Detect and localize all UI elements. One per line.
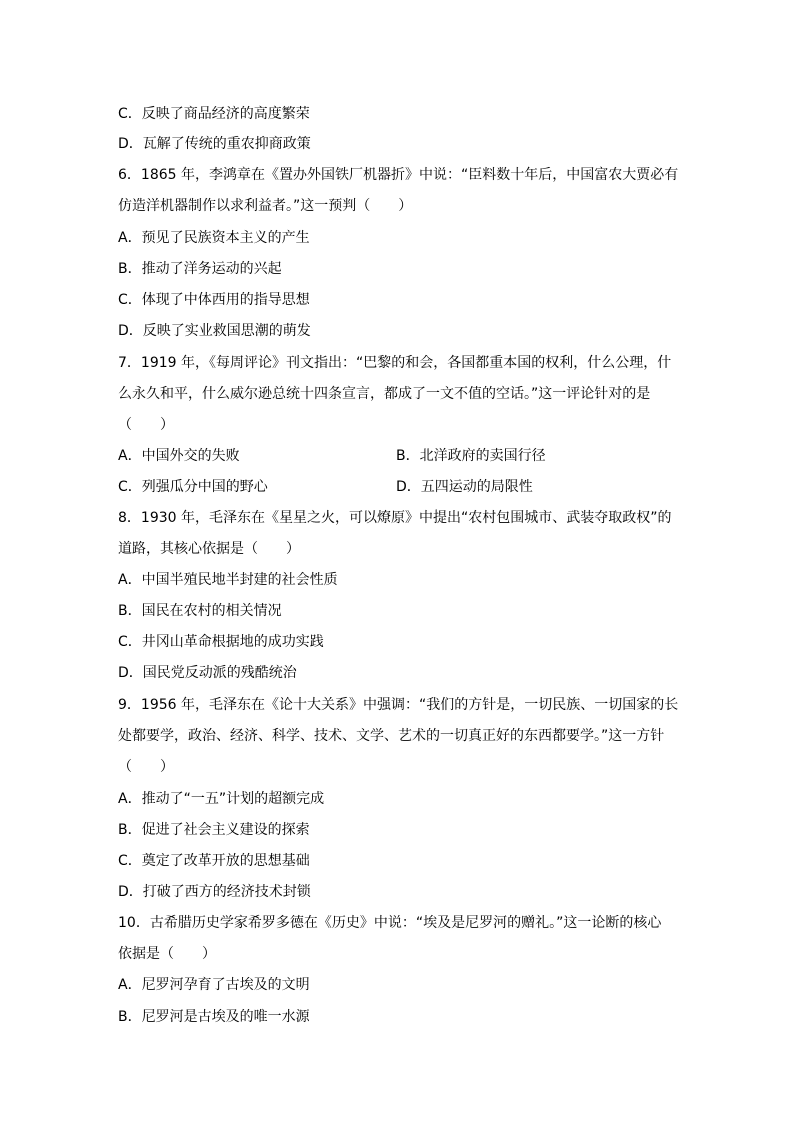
q7-option-a: A．中国外交的失败 [118, 448, 240, 464]
q10-option-a: A．尼罗河孕育了古埃及的文明 [118, 977, 310, 993]
q5-option-d: D．瓦解了传统的重农抑商政策 [118, 136, 311, 152]
q7-option-c: C．列强瓜分中国的野心 [118, 479, 268, 495]
q5-option-c: C．反映了商品经济的高度繁荣 [118, 106, 310, 122]
q7-option-b: B．北洋政府的卖国行径 [396, 448, 546, 464]
q9-stem-line-2: 处都要学，政治、经济、科学、技术、文学、艺术的一切真正好的东西都要学。”这一方针 [118, 728, 665, 744]
q8-stem-line-1: 8．1930 年，毛泽东在《星星之火，可以燎原》中提出“农村包围城市、武装夺取政权”的 [118, 510, 672, 526]
q6-stem-line-2: 仿造洋机器制作以求利益者。”这一预判（ ） [118, 198, 413, 214]
q7-stem-line-1: 7．1919 年，《每周评论》刊文指出：“巴黎的和会，各国都重本国的权利，什么公理，什 [118, 355, 672, 371]
q6-stem-line-1: 6．1865 年，李鸿章在《置办外国铁厂机器折》中说：“臣料数十年后，中国富农大贾必有 [118, 167, 679, 183]
q6-option-a: A．预见了民族资本主义的产生 [118, 230, 310, 246]
q10-stem-line-1: 10．古希腊历史学家希罗多德在《历史》中说：“埃及是尼罗河的赠礼。”这一论断的核心 [118, 915, 662, 931]
q6-option-d: D．反映了实业救国思潮的萌发 [118, 323, 311, 339]
q8-stem-line-2: 道路，其核心依据是（ ） [118, 541, 300, 557]
q6-option-b: B．推动了洋务运动的兴起 [118, 261, 282, 277]
q7-stem-line-3: （ ） [118, 417, 174, 433]
q9-option-b: B．促进了社会主义建设的探索 [118, 822, 310, 838]
q9-option-a: A．推动了“一五”计划的超额完成 [118, 791, 325, 807]
q6-option-c: C．体现了中体西用的指导思想 [118, 292, 310, 308]
q8-option-d: D．国民党反动派的残酷统治 [118, 665, 297, 681]
q10-option-b: B．尼罗河是古埃及的唯一水源 [118, 1009, 310, 1025]
q9-stem-line-3: （ ） [118, 759, 174, 775]
q9-option-c: C．奠定了改革开放的思想基础 [118, 853, 310, 869]
q7-option-d: D．五四运动的局限性 [396, 479, 533, 495]
q8-option-c: C．井冈山革命根据地的成功实践 [118, 634, 324, 650]
q9-stem-line-1: 9．1956 年，毛泽东在《论十大关系》中强调：“我们的方针是，一切民族、一切国家的长 [118, 697, 679, 713]
q9-option-d: D．打破了西方的经济技术封锁 [118, 884, 311, 900]
q8-option-b: B．国民在农村的相关情况 [118, 603, 282, 619]
q10-stem-line-2: 依据是（ ） [118, 946, 216, 962]
q7-stem-line-2: 么永久和平，什么威尔逊总统十四条宣言，都成了一文不值的空话。”这一评论针对的是 [118, 386, 651, 402]
q8-option-a: A．中国半殖民地半封建的社会性质 [118, 572, 338, 588]
